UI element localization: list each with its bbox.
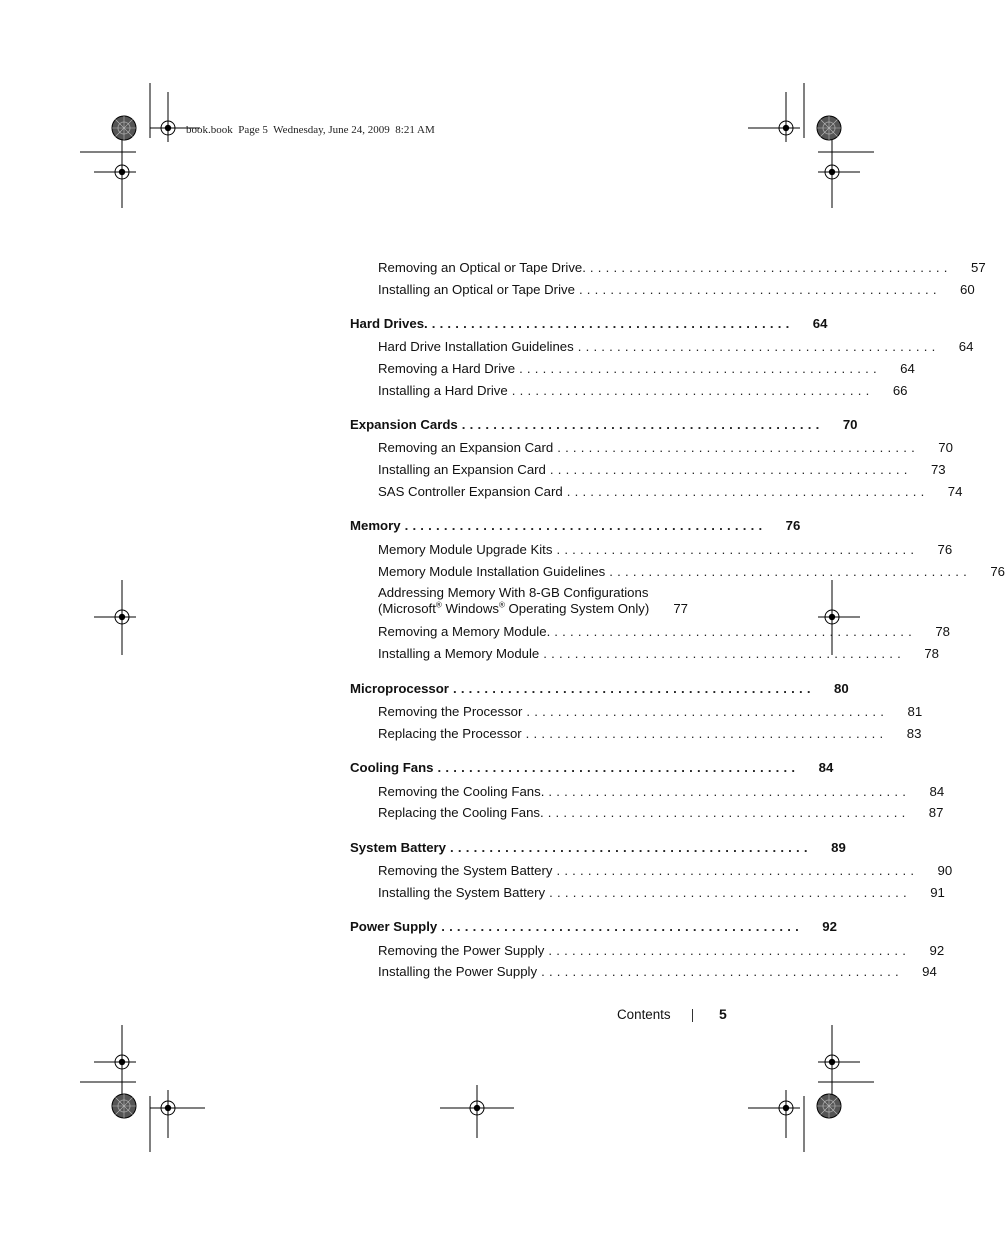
burst-mark-top-left xyxy=(112,116,136,140)
toc-section-title: Microprocessor xyxy=(350,681,449,696)
toc-section-memory[interactable] xyxy=(350,518,801,534)
toc-entry[interactable] xyxy=(378,564,1005,580)
leader-dots: .............................................. xyxy=(589,260,952,275)
toc-entry[interactable] xyxy=(378,863,953,879)
toc-entry-page: 92 xyxy=(929,943,945,958)
leader-dots: .............................................. xyxy=(431,316,794,331)
leader-dots: .............................................. xyxy=(548,784,911,799)
toc-entry[interactable] xyxy=(378,726,922,742)
toc-section-hard-drives[interactable] xyxy=(350,316,828,332)
registered-mark: ® xyxy=(498,600,505,610)
toc-entry-page: 76 xyxy=(937,542,953,557)
toc-entry-page: 81 xyxy=(907,704,923,719)
toc-entry[interactable] xyxy=(378,484,963,500)
toc-entry[interactable] xyxy=(378,542,953,558)
toc-entry-title: Replacing the Cooling Fans. xyxy=(378,805,544,820)
crosshair-mark xyxy=(772,1094,800,1122)
leader-dots: .............................................. xyxy=(557,440,919,455)
toc-entry[interactable] xyxy=(378,624,950,640)
toc-entry[interactable] xyxy=(378,805,944,821)
toc-section-title: Cooling Fans xyxy=(350,760,434,775)
leader-dots xyxy=(653,601,654,617)
toc-entry-page: 84 xyxy=(929,784,945,799)
toc-entry-page: 64 xyxy=(900,361,915,376)
leader-dots: .............................................. xyxy=(577,339,940,354)
crosshair-mark xyxy=(154,1094,182,1122)
crosshair-mark xyxy=(108,158,136,186)
leader-dots: .............................................. xyxy=(549,462,912,477)
leader-dots: .............................................. xyxy=(566,484,929,499)
toc-section-microprocessor[interactable] xyxy=(350,681,849,697)
crosshair-mark xyxy=(108,1048,136,1076)
leader-dots: .............................................. xyxy=(549,885,911,900)
toc-entry-title: Installing an Expansion Card xyxy=(378,462,546,477)
toc-entry-title: SAS Controller Expansion Card xyxy=(378,484,563,499)
registered-mark: ® xyxy=(435,600,442,610)
crosshair-mark xyxy=(108,603,136,631)
toc-entry-title: Installing the Power Supply xyxy=(378,964,538,979)
toc-section-title: Hard Drives. xyxy=(350,316,428,331)
toc-entry-title: Installing the System Battery xyxy=(378,885,546,900)
burst-mark-bottom-right xyxy=(817,1094,841,1118)
toc-entry[interactable] xyxy=(378,646,940,662)
burst-mark-bottom-left xyxy=(112,1094,136,1118)
toc-entry-title: Replacing the Processor xyxy=(378,726,522,741)
toc-section-title: Expansion Cards xyxy=(350,417,458,432)
toc-entry-title: Installing an Optical or Tape Drive xyxy=(378,282,575,297)
toc-entry-page: 94 xyxy=(922,964,937,979)
leader-dots: .............................................. xyxy=(511,383,874,398)
toc-entry-title: Removing the Cooling Fans. xyxy=(378,784,545,799)
toc-entry-page: 76 xyxy=(990,564,1005,579)
leader-dots: .............................................. xyxy=(543,646,906,661)
leader-dots: .............................................. xyxy=(404,518,767,533)
toc-entry-page: 91 xyxy=(930,885,945,900)
leader-dots: .............................................. xyxy=(452,681,815,696)
toc-entry-page: 87 xyxy=(928,805,944,820)
leader-dots: .............................................. xyxy=(450,840,812,855)
toc-entry[interactable] xyxy=(378,943,945,959)
toc-section-title: System Battery xyxy=(350,840,447,855)
toc-section-page: 64 xyxy=(812,316,828,331)
toc-section-title: Memory xyxy=(350,518,401,533)
toc-section-page: 80 xyxy=(834,681,849,696)
toc-entry[interactable] xyxy=(378,585,688,617)
crop-lines xyxy=(80,83,874,1152)
toc-section-page: 70 xyxy=(842,417,858,432)
crosshair-mark xyxy=(463,1094,491,1122)
toc-entry-title: Removing the Processor xyxy=(378,704,523,719)
leader-dots: .............................................. xyxy=(519,361,881,376)
toc-entry-title: Removing an Optical or Tape Drive. xyxy=(378,260,586,275)
toc-entry[interactable] xyxy=(378,784,945,800)
toc-entry-page: 60 xyxy=(960,282,975,297)
toc-entry-page: 77 xyxy=(673,601,688,616)
toc-entry[interactable] xyxy=(378,964,937,980)
leader-dots: .............................................. xyxy=(578,282,941,297)
toc-entry-page: 78 xyxy=(935,624,950,639)
leader-dots: .............................................. xyxy=(461,417,824,432)
toc-entry[interactable] xyxy=(378,704,923,720)
leader-dots: .............................................. xyxy=(548,943,911,958)
toc-entry-title: Installing a Memory Module xyxy=(378,646,540,661)
toc-entry-title-line2: (Microsoft® Windows® Operating System Only) xyxy=(378,600,650,616)
toc-entry[interactable] xyxy=(378,885,945,901)
toc-entry-page: 74 xyxy=(947,484,963,499)
leader-dots: .............................................. xyxy=(441,919,803,934)
leader-dots: .............................................. xyxy=(437,760,800,775)
burst-mark-top-right xyxy=(817,116,841,140)
toc-entry[interactable] xyxy=(378,339,974,355)
toc-section-expansion-cards[interactable] xyxy=(350,417,858,433)
crosshair-mark xyxy=(818,158,846,186)
leader-dots: .............................................. xyxy=(554,624,916,639)
toc-section-system-battery[interactable] xyxy=(350,840,846,856)
footer-section-label: Contents xyxy=(617,1007,671,1022)
footer-divider xyxy=(692,1009,693,1022)
crosshair-mark xyxy=(154,114,182,142)
toc-section-cooling-fans[interactable] xyxy=(350,760,834,776)
toc-entry-title xyxy=(378,585,649,617)
leader-dots: .............................................. xyxy=(556,863,919,878)
toc-entry[interactable] xyxy=(378,383,908,399)
toc-section-page: 84 xyxy=(818,760,834,775)
toc-entry-title: Removing the Power Supply xyxy=(378,943,545,958)
toc-section-title: Power Supply xyxy=(350,919,438,934)
toc-entry-title: Memory Module Upgrade Kits xyxy=(378,542,553,557)
toc-entry-title: Removing a Hard Drive xyxy=(378,361,516,376)
toc-entry-title: Memory Module Installation Guidelines xyxy=(378,564,606,579)
toc-section-power-supply[interactable] xyxy=(350,919,837,935)
print-slug: book.book Page 5 Wednesday, June 24, 2009 8:21 AM xyxy=(186,124,435,136)
leader-dots: .............................................. xyxy=(541,964,903,979)
toc-entry-title: Removing an Expansion Card xyxy=(378,440,554,455)
leader-dots: .............................................. xyxy=(525,726,888,741)
leader-dots: .............................................. xyxy=(547,805,910,820)
crosshair-mark xyxy=(772,114,800,142)
leader-dots: .............................................. xyxy=(609,564,971,579)
toc-entry-page: 64 xyxy=(958,339,974,354)
toc-section-page: 92 xyxy=(822,919,837,934)
toc-entry[interactable] xyxy=(378,260,986,276)
leader-dots: .............................................. xyxy=(526,704,889,719)
toc-entry-page: 78 xyxy=(924,646,940,661)
toc-entry[interactable] xyxy=(378,440,953,456)
toc-section-page: 89 xyxy=(831,840,846,855)
toc-entry-page: 90 xyxy=(937,863,953,878)
toc-entry[interactable] xyxy=(378,361,915,377)
toc-entry-page: 70 xyxy=(938,440,953,455)
leader-dots: .............................................. xyxy=(556,542,919,557)
toc-entry-title-line1: Addressing Memory With 8-GB Configurations xyxy=(378,585,649,600)
toc-entry-page: 83 xyxy=(906,726,922,741)
toc-entry-title: Removing a Memory Module. xyxy=(378,624,551,639)
toc-entry[interactable] xyxy=(378,282,975,298)
page-number: 5 xyxy=(719,1006,727,1022)
toc-entry-title: Removing the System Battery xyxy=(378,863,553,878)
toc-entry-title: Hard Drive Installation Guidelines xyxy=(378,339,574,354)
toc-entry[interactable] xyxy=(378,462,946,478)
toc-section-page: 76 xyxy=(785,518,801,533)
toc-entry-page: 66 xyxy=(892,383,908,398)
toc-entry-title: Installing a Hard Drive xyxy=(378,383,508,398)
toc-entry-page: 57 xyxy=(971,260,986,275)
crosshair-mark xyxy=(818,1048,846,1076)
toc-entry-page: 73 xyxy=(930,462,946,477)
